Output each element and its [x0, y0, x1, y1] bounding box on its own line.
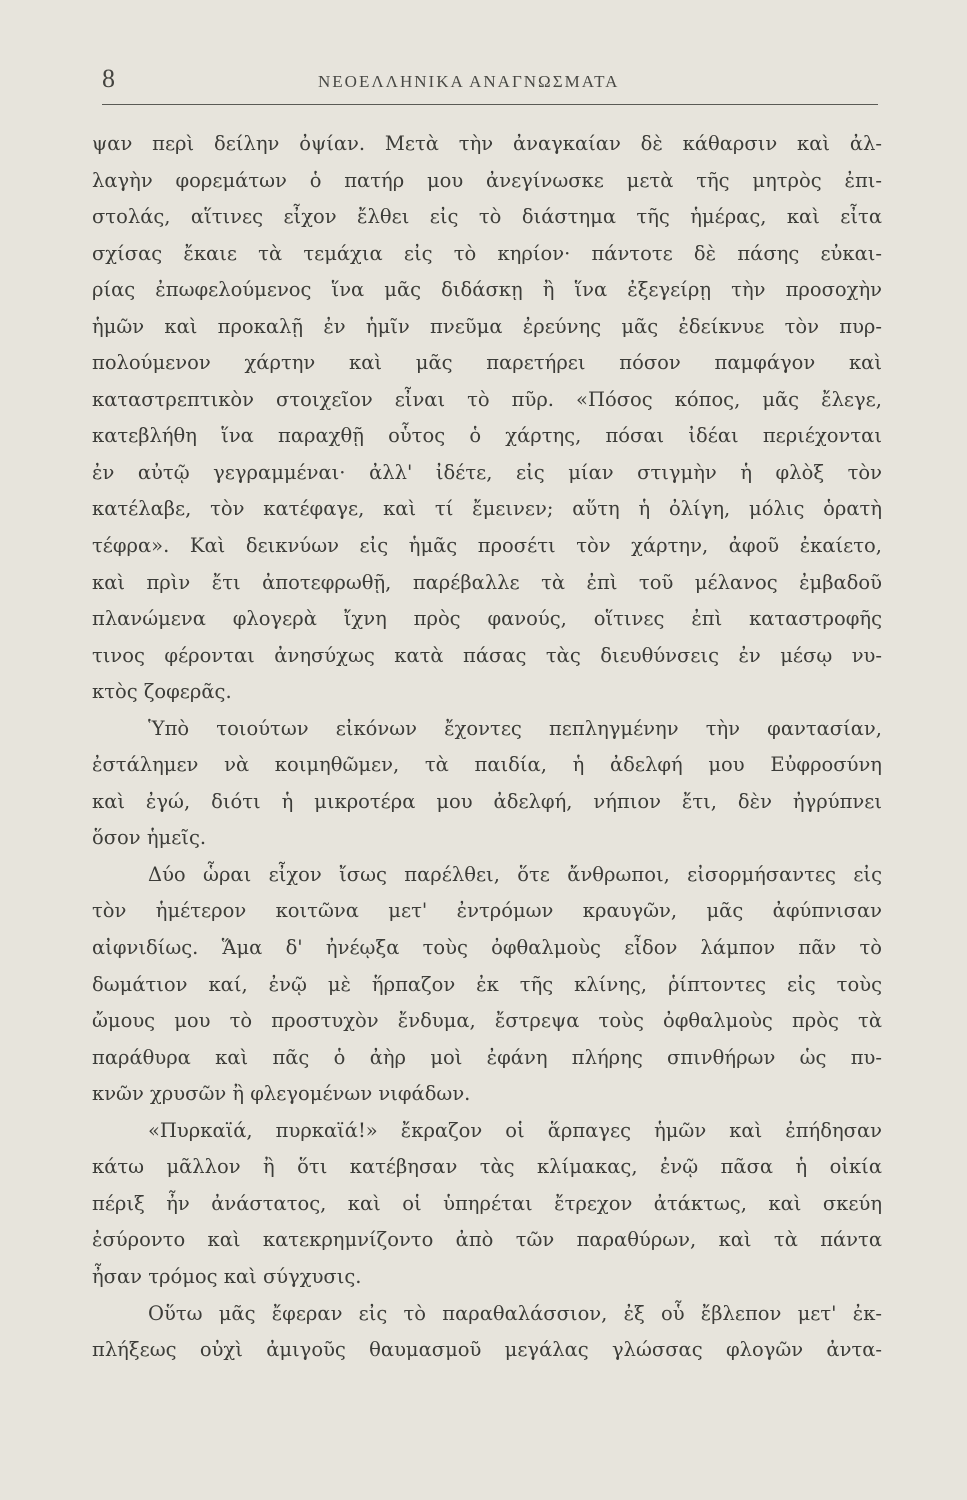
text-line: πέριξ ἦν ἀνάστατος, καὶ οἱ ὑπηρέται ἔτρεχον ἀτάκτως, καὶ σκεύη: [92, 1191, 882, 1215]
text-line: ἐν αὐτῷ γεγραμμέναι· ἀλλ' ἰδέτε, εἰς μίαν στιγμὴν ἡ φλὸξ τὸν: [92, 460, 882, 484]
text-line: πολούμενον χάρτην καὶ μᾶς παρετήρει πόσον παμφάγον καὶ: [92, 351, 882, 375]
page-header: [102, 62, 882, 102]
text-line: κατέλαβε, τὸν κατέφαγε, καὶ τί ἔμεινεν; αὕτη ἡ ὀλίγη, μόλις ὁρατὴ: [92, 497, 882, 521]
text-line: κνῶν χρυσῶν ἢ φλεγομένων νιφάδων.: [92, 1082, 471, 1106]
text-line: καὶ ἐγώ, διότι ἡ μικροτέρα μου ἀδελφή, νήπιον ἔτι, δὲν ἠγρύπνει: [92, 789, 882, 813]
text-line: τινος φέρονται ἀνησύχως κατὰ πάσας τὰς διευθύνσεις ἐν μέσῳ νυ-: [92, 643, 882, 667]
text-line: ψαν περὶ δείλην ὀψίαν. Μετὰ τὴν ἀναγκαίαν δὲ κάθαρσιν καὶ ἀλ-: [92, 132, 882, 155]
text-line: τὸν ἡμέτερον κοιτῶνα μετ' ἐντρόμων κραυγῶν, μᾶς ἀφύπνισαν: [92, 899, 882, 923]
text-line: ἐστάλημεν νὰ κοιμηθῶμεν, τὰ παιδία, ἡ ἀδελφή μου Εὐφροσύνη: [92, 753, 882, 777]
text-line: τέφρα». Καὶ δεικνύων εἰς ἡμᾶς προσέτι τὸν χάρτην, ἀφοῦ ἐκαίετο,: [92, 534, 882, 558]
text-line: ρίας ἐπωφελούμενος ἵνα μᾶς διδάσκῃ ἢ ἵνα ἐξεγείρῃ τὴν προσοχὴν: [92, 278, 882, 302]
text-line: πλανώμενα φλογερὰ ἴχνη πρὸς φανούς, οἵτινες ἐπὶ καταστροφῆς: [92, 607, 882, 631]
text-line: ἡμῶν καὶ προκαλῇ ἐν ἡμῖν πνεῦμα ἐρεύνης μᾶς ἐδείκνυε τὸν πυρ-: [92, 314, 882, 338]
text-line: σχίσας ἔκαιε τὰ τεμάχια εἰς τὸ κηρίον· πάντοτε δὲ πάσης εὐκαι-: [92, 241, 882, 265]
text-line: πλήξεως οὐχὶ ἀμιγοῦς θαυμασμοῦ μεγάλας γλώσσας φλογῶν ἀντα-: [92, 1338, 882, 1362]
text-line: λαγὴν φορεμάτων ὁ πατήρ μου ἀνεγίνωσκε μετὰ τῆς μητρὸς ἐπι-: [92, 168, 882, 192]
text-line: ὤμους μου τὸ προστυχὸν ἔνδυμα, ἔστρεψα τοὺς ὀφθαλμοὺς πρὸς τὰ: [92, 1009, 882, 1033]
text-line: ἦσαν τρόμος καὶ σύγχυσις.: [92, 1264, 362, 1288]
text-line: ὅσον ἡμεῖς.: [92, 826, 207, 850]
text-line: στολάς, αἵτινες εἶχον ἔλθει εἰς τὸ διάστημα τῆς ἡμέρας, καὶ εἶτα: [92, 205, 882, 229]
text-line: Ὑπὸ τοιούτων εἰκόνων ἔχοντες πεπληγμένην τὴν φαντασίαν,: [148, 716, 882, 740]
text-line: κάτω μᾶλλον ἢ ὅτι κατέβησαν τὰς κλίμακας, ἐνῷ πᾶσα ἡ οἰκία: [92, 1155, 882, 1179]
text-line: ἐσύροντο καὶ κατεκρημνίζοντο ἀπὸ τῶν παραθύρων, καὶ τὰ πάντα: [92, 1228, 882, 1252]
text-line: καταστρεπτικὸν στοιχεῖον εἶναι τὸ πῦρ. «Πόσος κόπος, μᾶς ἔλεγε,: [92, 387, 882, 411]
header-rule: [102, 104, 878, 105]
text-line: κτὸς ζοφερᾶς.: [92, 680, 232, 704]
text-line: «Πυρκαϊά, πυρκαϊά!» ἔκραζον οἱ ἅρπαγες ἡμῶν καὶ ἐπήδησαν: [148, 1118, 882, 1142]
text-line: αἰφνιδίως. Ἅμα δ' ἠνέῳξα τοὺς ὀφθαλμοὺς εἶδον λάμπον πᾶν τὸ: [92, 936, 882, 960]
body-text: [92, 126, 882, 1369]
text-line: δωμάτιον καί, ἐνῷ μὲ ἥρπαζον ἐκ τῆς κλίνης, ῥίπτοντες εἰς τοὺς: [92, 972, 882, 996]
text-line: Οὕτω μᾶς ἔφεραν εἰς τὸ παραθαλάσσιον, ἐξ οὗ ἔβλεπον μετ' ἐκ-: [148, 1301, 882, 1325]
page-number: 8: [102, 64, 115, 93]
text-line: καὶ πρὶν ἔτι ἀποτεφρωθῇ, παρέβαλλε τὰ ἐπὶ τοῦ μέλανος ἐμβαδοῦ: [92, 570, 882, 594]
text-line: Δύο ὧραι εἶχον ἴσως παρέλθει, ὅτε ἄνθρωποι, εἰσορμήσαντες εἰς: [148, 862, 882, 886]
text-line: παράθυρα καὶ πᾶς ὁ ἀὴρ μοὶ ἐφάνη πλήρης σπινθήρων ὡς πυ-: [92, 1045, 882, 1069]
running-title: ΝΕΟΕΛΛΗΝΙΚΑ ΑΝΑΓΝΩΣΜΑΤΑ: [318, 72, 620, 91]
text-line: κατεβλήθη ἵνα παραχθῇ οὗτος ὁ χάρτης, πόσαι ἰδέαι περιέχονται: [92, 424, 882, 448]
